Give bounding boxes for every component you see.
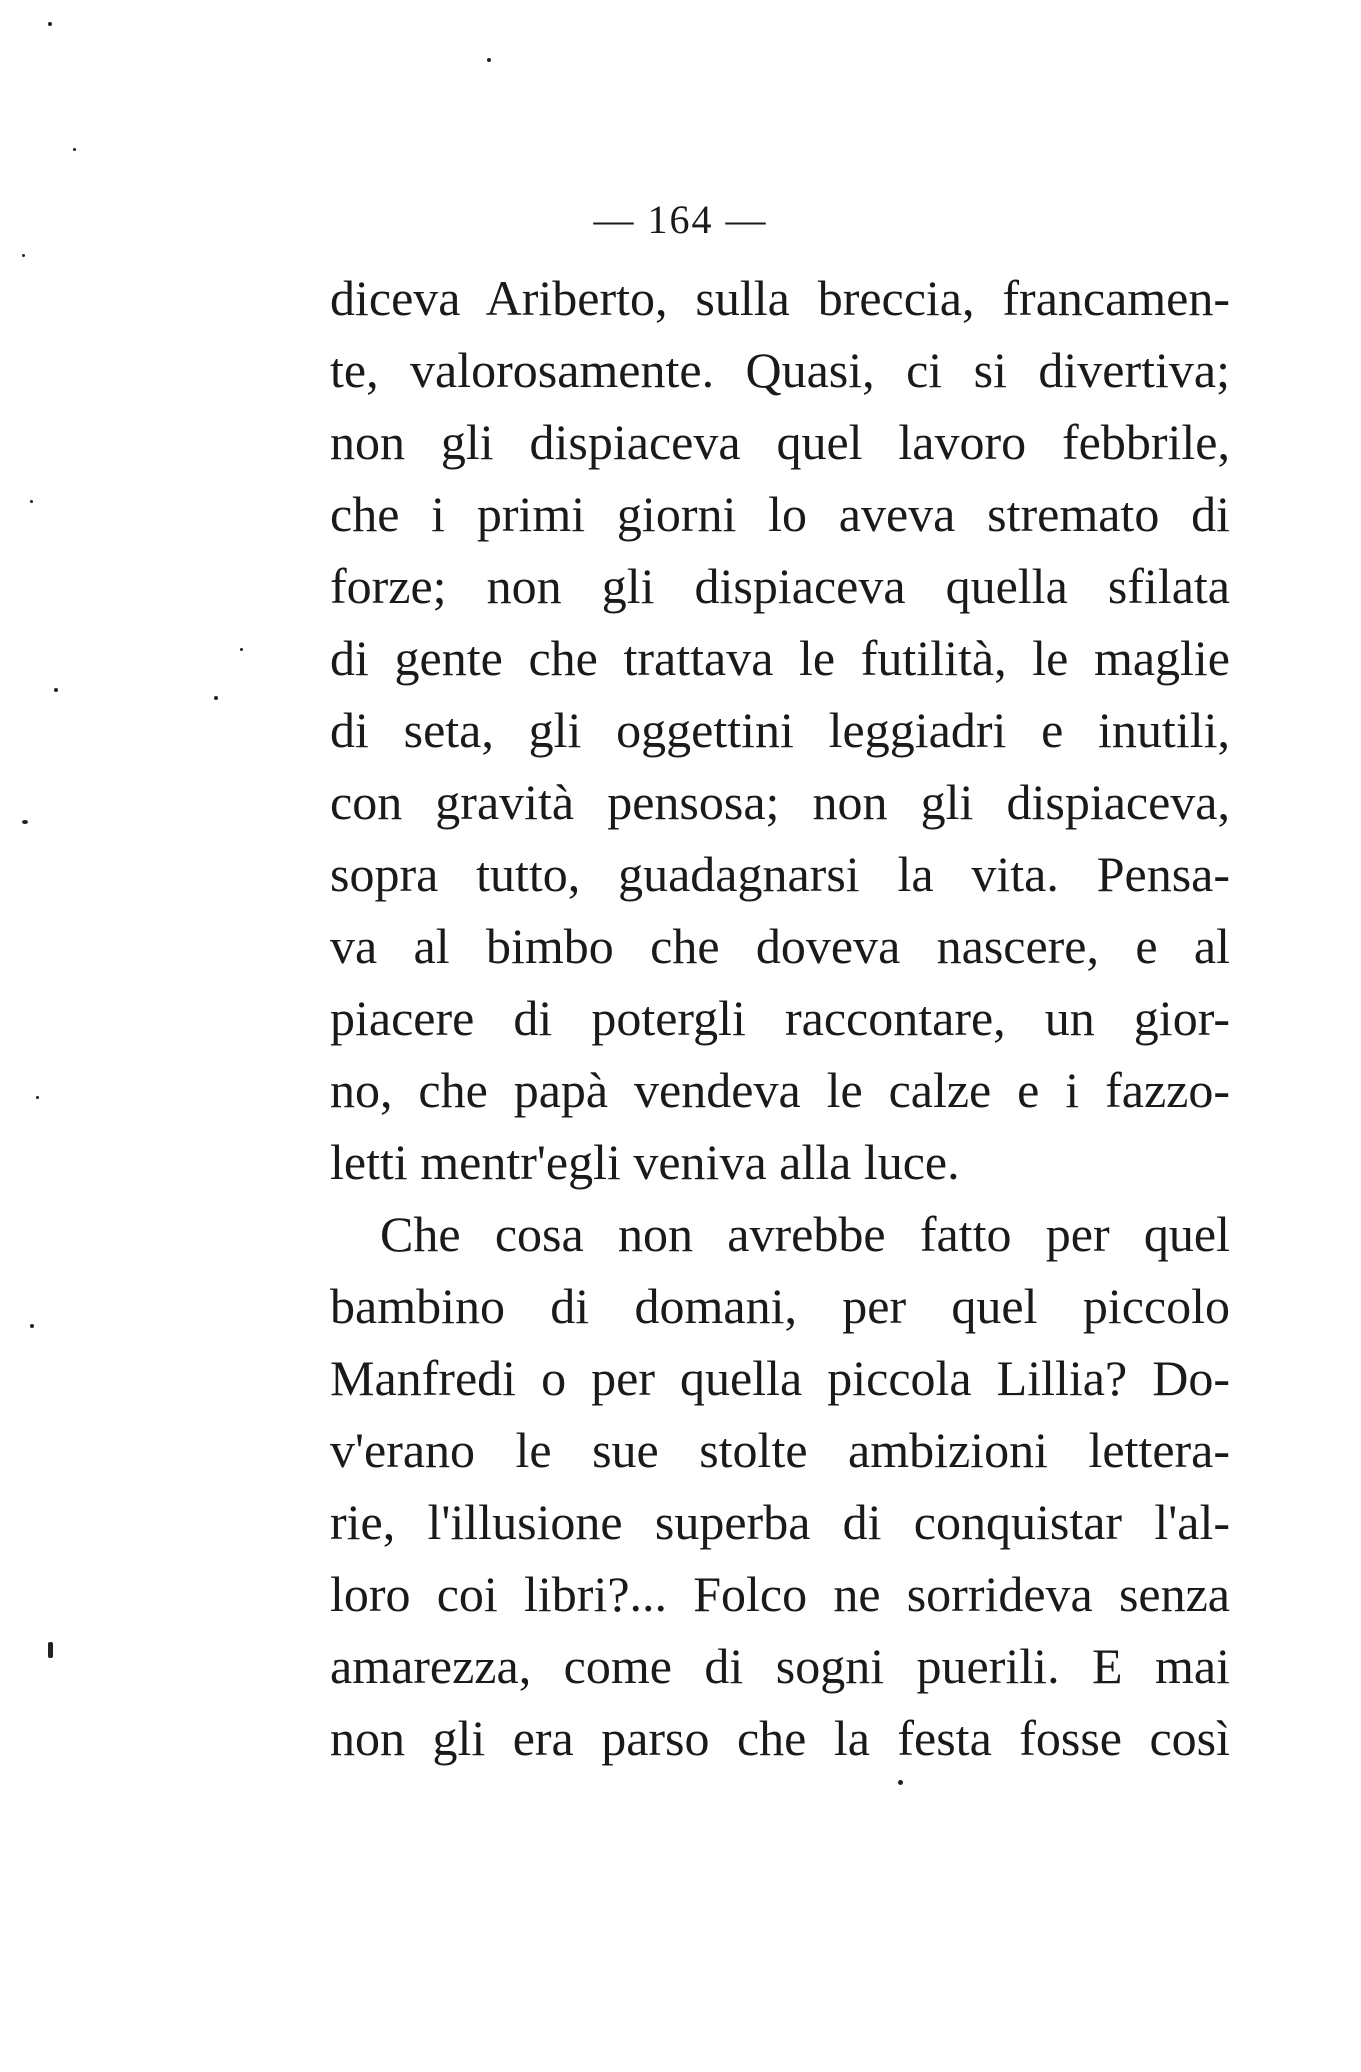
text-line: di gente che trattava le futilità, le maglie (330, 630, 1230, 686)
text-line: diceva Ariberto, sulla breccia, francamen- (330, 270, 1230, 326)
text-line: v'erano le sue stolte ambizioni lettera- (330, 1422, 1230, 1478)
text-line: forze; non gli dispiaceva quella sfilata (330, 558, 1230, 614)
text-line: non gli era parso che la festa fosse così (330, 1710, 1230, 1766)
scan-speck (214, 696, 218, 700)
text-line: Manfredi o per quella piccola Lillia? Do- (330, 1350, 1230, 1406)
scan-speck (30, 500, 33, 503)
scan-speck (48, 22, 52, 26)
text-line: non gli dispiaceva quel lavoro febbrile, (330, 414, 1230, 470)
text-line: te, valorosamente. Quasi, ci si divertiva; (330, 342, 1230, 398)
text-line: letti mentr'egli veniva alla luce. (330, 1134, 960, 1190)
text-line: amarezza, come di sogni puerili. E mai (330, 1638, 1230, 1694)
text-line: va al bimbo che doveva nascere, e al (330, 918, 1230, 974)
scan-speck (73, 148, 76, 151)
scan-speck (36, 1096, 39, 1099)
scan-speck (22, 254, 25, 257)
text-line: no, che papà vendeva le calze e i fazzo- (330, 1062, 1230, 1118)
text-line: piacere di potergli raccontare, un gior- (330, 990, 1230, 1046)
scan-speck (487, 58, 491, 62)
text-line: loro coi libri?... Folco ne sorrideva senza (330, 1566, 1230, 1622)
text-line: rie, l'illusione superba di conquistar l'al- (330, 1494, 1230, 1550)
page-number: — 164 — (593, 197, 768, 242)
scan-speck (898, 1780, 903, 1785)
scan-speck (22, 820, 28, 824)
scan-speck (48, 1642, 53, 1658)
scan-speck (30, 1324, 34, 1328)
text-line: Che cosa non avrebbe fatto per quel (380, 1206, 1230, 1262)
text-line: che i primi giorni lo aveva stremato di (330, 486, 1230, 542)
text-line: di seta, gli oggettini leggiadri e inutili, (330, 702, 1230, 758)
text-line: con gravità pensosa; non gli dispiaceva, (330, 774, 1230, 830)
scan-speck (240, 648, 243, 651)
scan-speck (54, 688, 58, 692)
text-line: sopra tutto, guadagnarsi la vita. Pensa- (330, 846, 1230, 902)
text-line: bambino di domani, per quel piccolo (330, 1278, 1230, 1334)
